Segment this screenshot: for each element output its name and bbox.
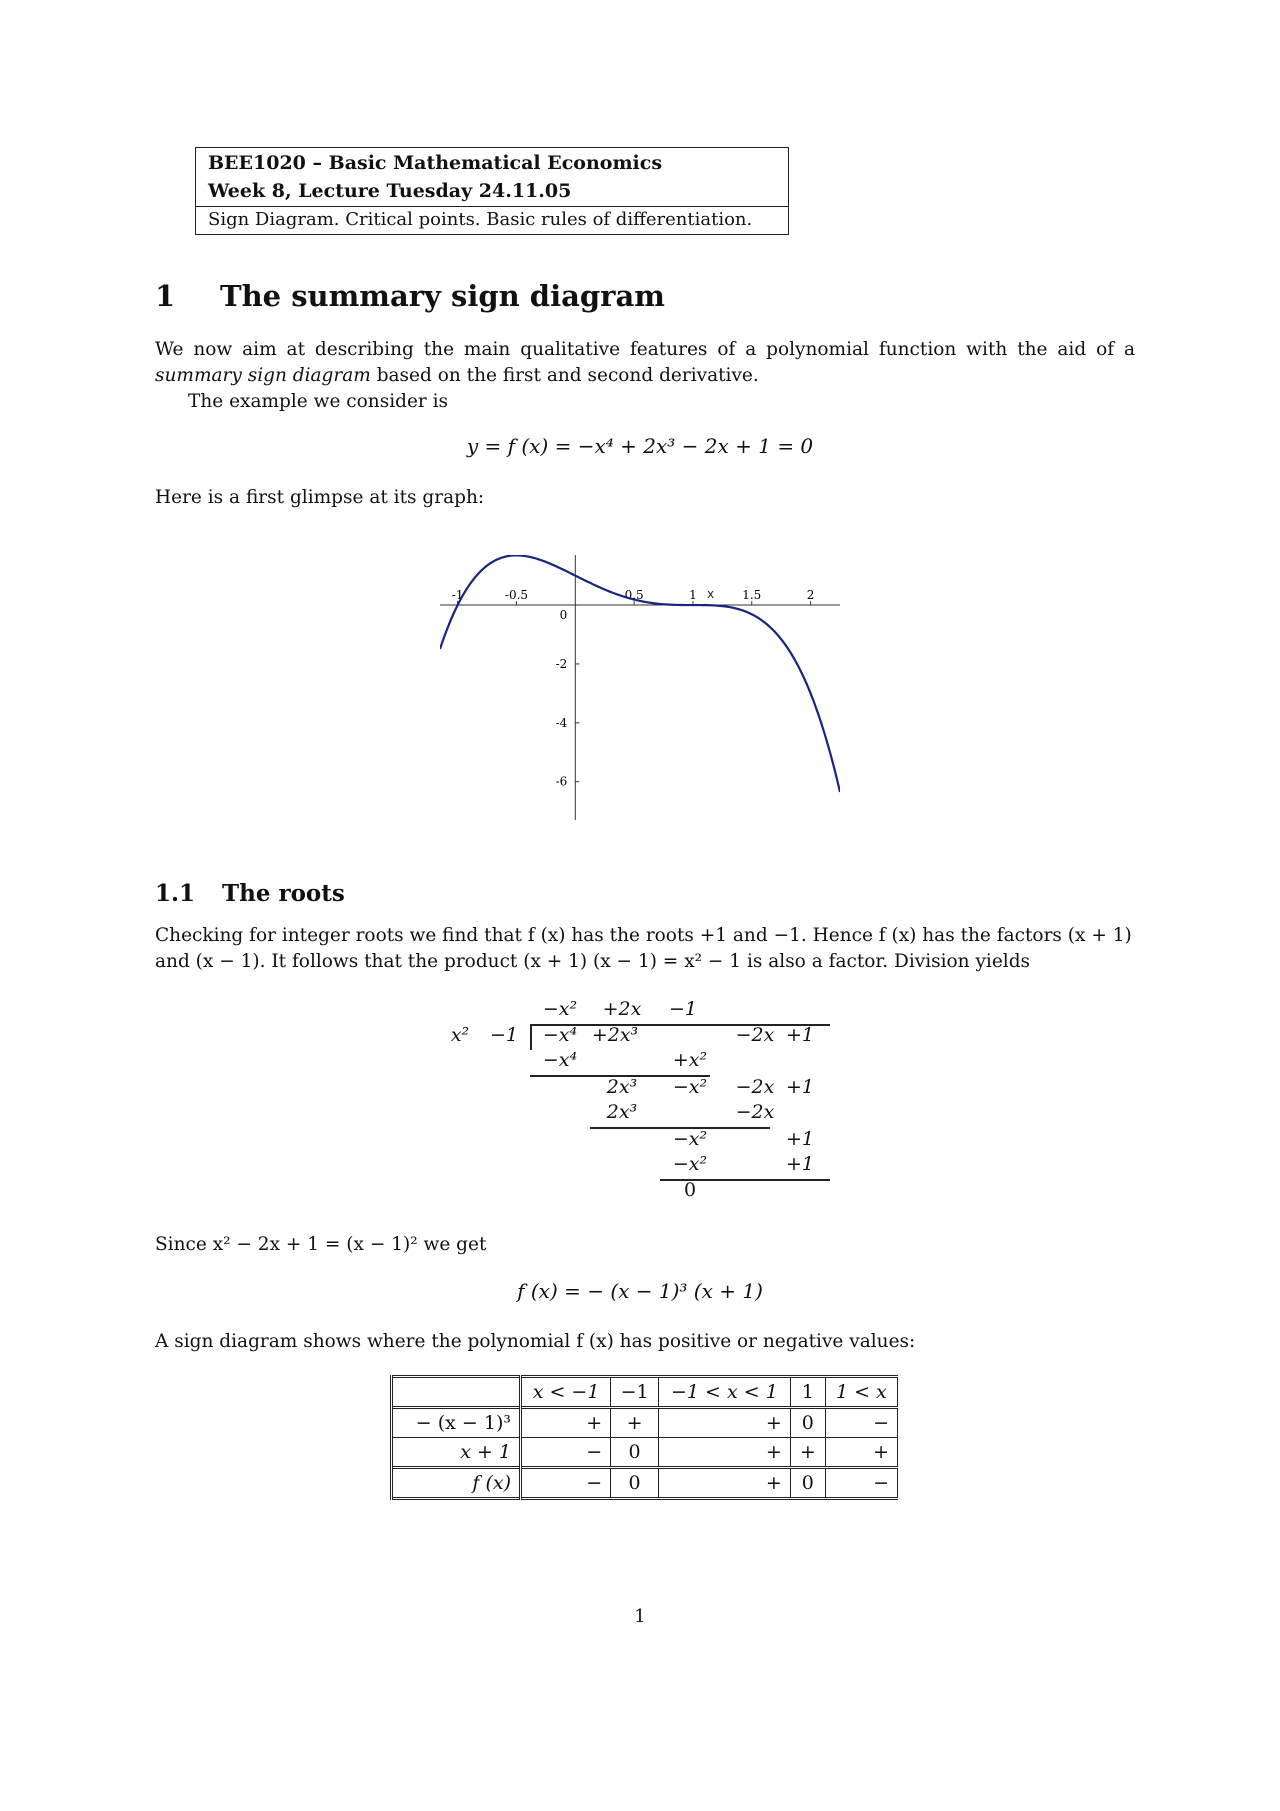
polynomial-division (430, 990, 850, 1205)
sign-cell: 0 (790, 1408, 825, 1438)
section-title: The summary sign diagram (220, 279, 665, 313)
sign-cell: + (521, 1408, 611, 1438)
dividend-term: +1 (785, 1024, 814, 1046)
division-remainder: −2x (735, 1076, 775, 1098)
sign-table-row (392, 1438, 898, 1468)
example-intro: The example we consider is (188, 391, 449, 412)
sign-cell: 0 (611, 1438, 659, 1468)
x-tick-label: -1 (451, 588, 464, 603)
y-tick-label: -6 (555, 774, 568, 789)
intro-paragraph: We now aim at describing the main qualitative features of a polynomial function with the aid of a summary sign diagram based on the first and second derivative. (155, 339, 1135, 386)
dividend-term: −2x (735, 1024, 775, 1046)
division-remainder: +1 (785, 1076, 814, 1098)
factored-equation: f (x) = − (x − 1)³ (x + 1) (517, 1279, 763, 1303)
column-header: 1 < x (825, 1377, 897, 1408)
function-graph (440, 555, 840, 820)
y-tick-label: -2 (555, 656, 568, 671)
row-label: x + 1 (392, 1438, 521, 1468)
sign-diagram-table (390, 1375, 898, 1500)
column-header: 1 (790, 1377, 825, 1408)
division-zero-remainder: 0 (683, 1179, 697, 1201)
sign-cell: − (521, 1468, 611, 1499)
function-equation: y = f (x) = −x⁴ + 2x³ − 2x + 1 = 0 (466, 434, 814, 458)
row-label: − (x − 1)³ (392, 1408, 521, 1438)
row-label: f (x) (392, 1468, 521, 1499)
sign-cell: + (659, 1408, 791, 1438)
subsection-title: The roots (222, 880, 345, 907)
page-number: 1 (634, 1606, 646, 1627)
sign-cell: 0 (790, 1468, 825, 1499)
sign-cell: − (825, 1408, 897, 1438)
column-header: x < −1 (521, 1377, 611, 1408)
x-tick-label: 1 (689, 588, 697, 603)
divisor-term: x² (450, 1024, 470, 1046)
quotient-term: +2x (602, 998, 642, 1020)
sign-cell: + (659, 1438, 791, 1468)
sign-cell: − (825, 1468, 897, 1499)
y-tick-label: 0 (559, 608, 568, 623)
quotient-term: −x² (542, 998, 578, 1020)
sign-cell: − (521, 1438, 611, 1468)
division-step: +x² (672, 1049, 708, 1071)
x-tick-label: 2 (806, 588, 815, 603)
subsection-number: 1.1 (155, 880, 196, 907)
sign-table-header-row (392, 1377, 898, 1408)
division-step: +1 (785, 1153, 814, 1175)
column-header: −1 < x < 1 (659, 1377, 791, 1408)
division-step: −x⁴ (542, 1049, 578, 1071)
sign-cell: + (611, 1408, 659, 1438)
x-axis-label: x (707, 587, 715, 602)
division-step: −2x (735, 1101, 775, 1123)
lecture-date: Week 8, Lecture Tuesday 24.11.05 (208, 180, 572, 202)
sign-table-total-row (392, 1468, 898, 1499)
division-remainder: 2x³ (606, 1076, 638, 1098)
dividend-term: +2x³ (591, 1024, 639, 1046)
lecture-topics: Sign Diagram. Critical points. Basic rules of differentiation. (196, 206, 788, 234)
sign-table-row (392, 1408, 898, 1438)
graph-intro: Here is a first glimpse at its graph: (155, 487, 485, 508)
roots-paragraph-line2: and (x − 1). It follows that the product (x + 1) (x − 1) = x² − 1 is also a factor. Division yields (155, 951, 1031, 972)
sign-cell: + (659, 1468, 791, 1499)
x-tick-label: 1.5 (742, 588, 762, 603)
column-header: −1 (611, 1377, 659, 1408)
division-step: 2x³ (606, 1101, 638, 1123)
division-remainder: +1 (785, 1128, 814, 1150)
sign-cell: + (825, 1438, 897, 1468)
y-tick-label: -4 (555, 715, 568, 730)
sign-cell: 0 (611, 1468, 659, 1499)
lecture-header-box (195, 147, 789, 235)
x-tick-label: -0.5 (504, 588, 529, 603)
sign-diagram-intro: A sign diagram shows where the polynomial f (x) has positive or negative values: (155, 1331, 916, 1352)
x-tick-label: 0.5 (624, 588, 644, 603)
division-step: −x² (672, 1153, 708, 1175)
sign-cell: + (790, 1438, 825, 1468)
course-title: BEE1020 – Basic Mathematical Economics (208, 152, 663, 174)
quotient-term: −1 (668, 998, 697, 1020)
roots-paragraph-line1: Checking for integer roots we find that f (x) has the roots +1 and −1. Hence f (x) has the factors (x + 1) (155, 925, 1132, 946)
divisor-term: −1 (489, 1024, 518, 1046)
division-remainder: −x² (672, 1076, 708, 1098)
dividend-term: −x⁴ (542, 1024, 578, 1046)
section-number: 1 (155, 279, 176, 313)
division-remainder: −x² (672, 1128, 708, 1150)
since-line: Since x² − 2x + 1 = (x − 1)² we get (155, 1234, 487, 1255)
